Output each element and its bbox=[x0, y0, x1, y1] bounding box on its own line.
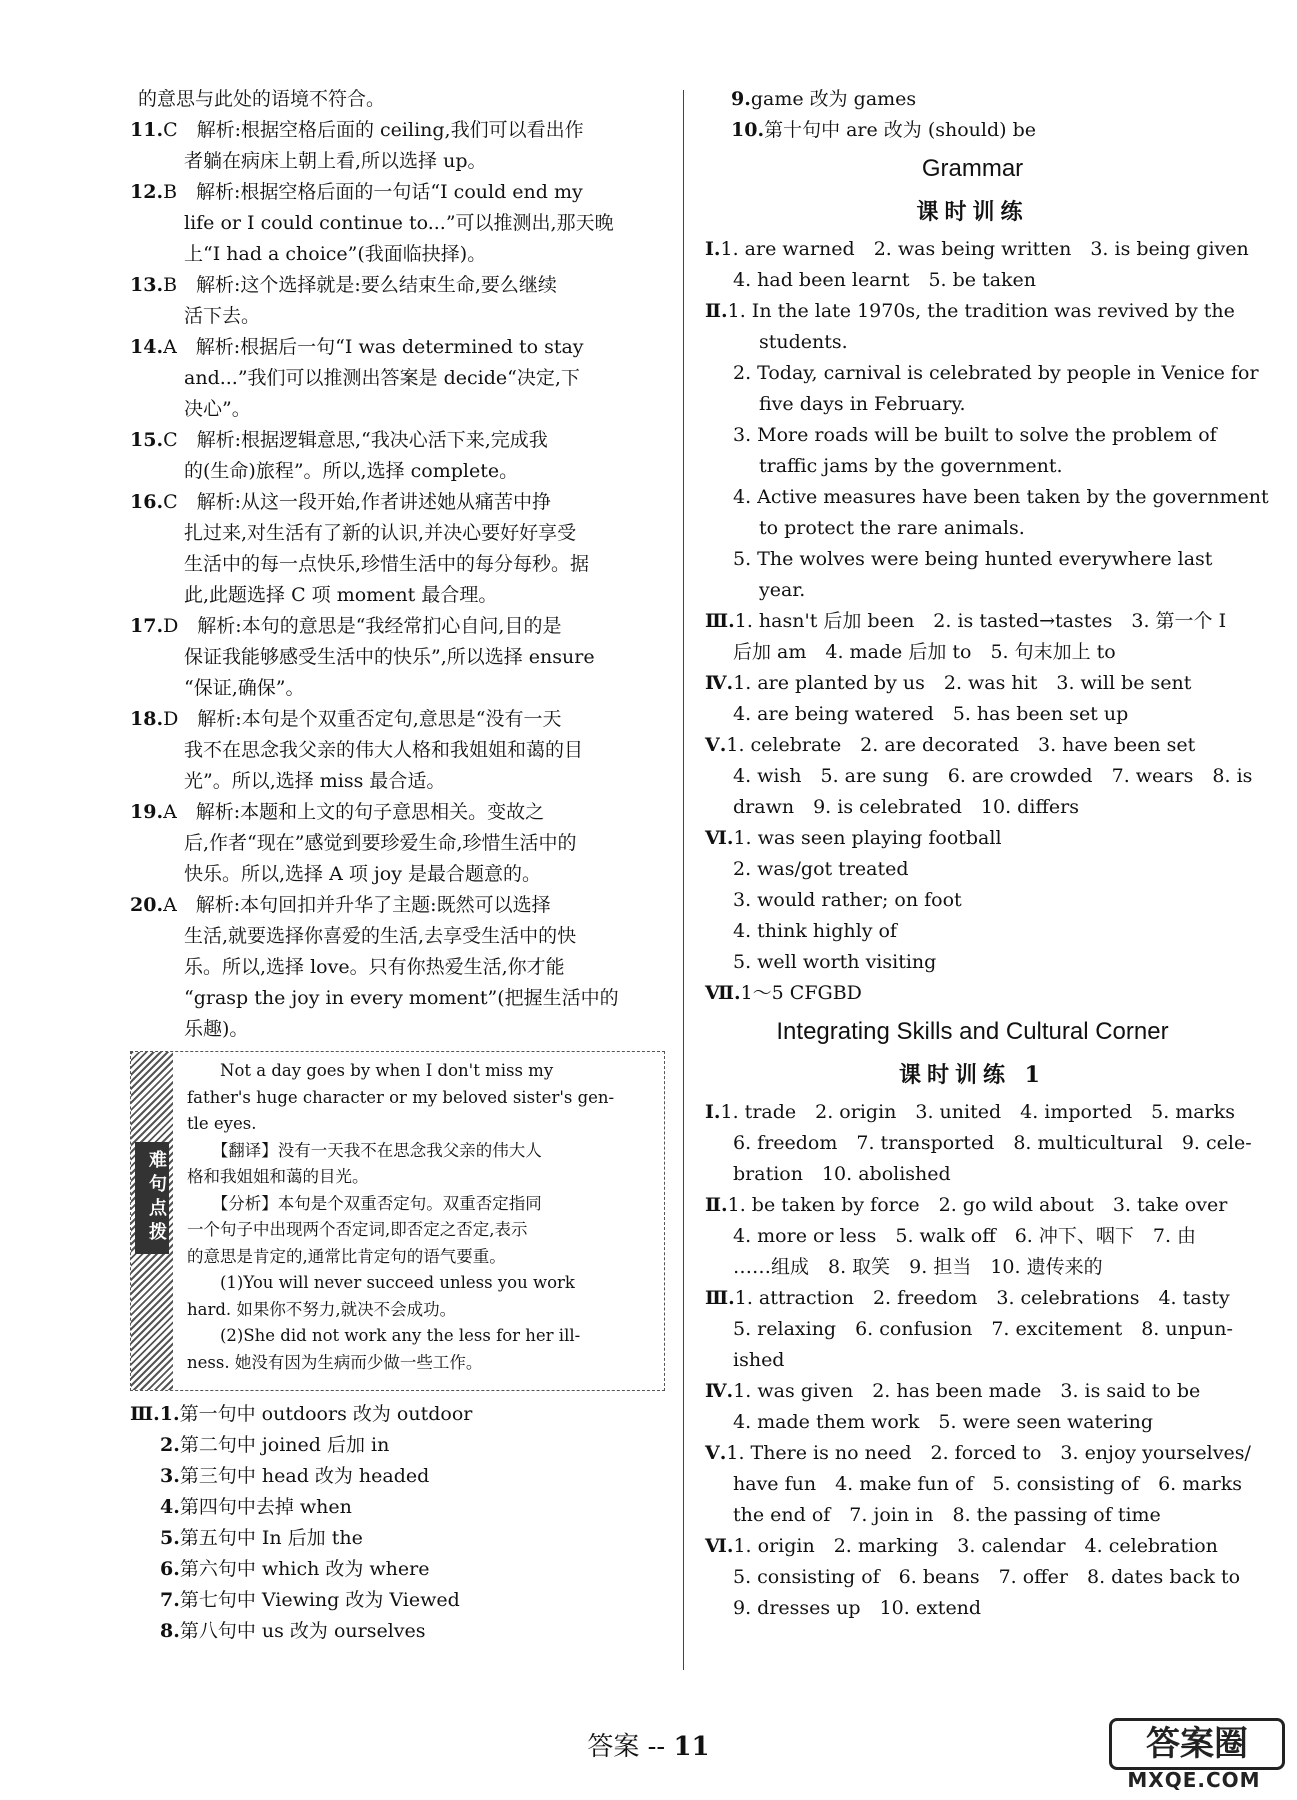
answer-text: 的(生命)旅程”。所以,选择 complete。 bbox=[184, 460, 519, 482]
answer-text: life or I could continue to...”可以推测出,那天晚 bbox=[184, 212, 614, 234]
answer-line bbox=[130, 673, 665, 704]
answer-line bbox=[705, 699, 1240, 730]
correction-line bbox=[130, 1399, 665, 1430]
section-label: Ⅲ. bbox=[130, 1403, 160, 1425]
answer-line bbox=[705, 1190, 1240, 1221]
answer-line bbox=[705, 389, 1240, 420]
tip-line: 【分析】本句是个双重否定句。双重否定指同 bbox=[187, 1193, 542, 1213]
answer-line bbox=[705, 482, 1269, 513]
answer-text: “保证,确保”。 bbox=[184, 677, 305, 699]
answer-text: 5. relaxing 6. confusion 7. excitement 8. unpun- bbox=[733, 1318, 1233, 1340]
answer-number: 18. bbox=[130, 708, 164, 730]
answer-line bbox=[705, 1314, 1240, 1345]
lesson-training-heading: 课时训练 bbox=[916, 199, 1029, 225]
answer-number: 19. bbox=[130, 801, 164, 823]
answer-text: 4. made them work 5. were seen watering bbox=[733, 1411, 1154, 1433]
answer-text: D 解析:本句是个双重否定句,意思是“没有一天 bbox=[163, 708, 562, 730]
answer-text: ished bbox=[733, 1349, 785, 1371]
answer-text: 1. attraction 2. freedom 3. celebrations 4. tasty bbox=[734, 1287, 1230, 1309]
answer-text: 3. would rather; on foot bbox=[733, 889, 962, 911]
column-divider bbox=[683, 90, 684, 1670]
answer-text: 1. be taken by force 2. go wild about 3. take over bbox=[727, 1194, 1228, 1216]
right-column bbox=[705, 84, 1269, 1624]
answer-line bbox=[705, 761, 1253, 792]
roman-label: Ⅵ. bbox=[705, 827, 734, 849]
answer-text: 此,此题选择 C 项 moment 最合理。 bbox=[184, 584, 498, 606]
tip-line: Not a day goes by when I don't miss my bbox=[187, 1061, 554, 1080]
answer-line bbox=[130, 952, 665, 983]
grammar-heading: Grammar bbox=[921, 155, 1024, 182]
footer-label: 答案 bbox=[587, 1732, 640, 1762]
answer-text: 1. trade 2. origin 3. united 4. imported 5. marks bbox=[720, 1101, 1235, 1123]
roman-label: Ⅲ. bbox=[705, 1287, 735, 1309]
answer-text: 生活,就要选择你喜爱的生活,去享受生活中的快 bbox=[184, 925, 577, 947]
answer-list-left bbox=[130, 115, 665, 1045]
footer-separator: -- bbox=[647, 1732, 666, 1762]
answer-line bbox=[705, 978, 1240, 1009]
answer-line bbox=[705, 730, 1240, 761]
roman-label: Ⅲ. bbox=[705, 610, 735, 632]
correction-text: 第三句中 head 改为 headed bbox=[179, 1465, 430, 1487]
answer-text: 乐。所以,选择 love。只有你热爱生活,你才能 bbox=[184, 956, 565, 978]
answer-line bbox=[130, 456, 665, 487]
roman-label: Ⅶ. bbox=[705, 982, 741, 1004]
answer-line bbox=[130, 270, 665, 301]
answer-line bbox=[130, 766, 665, 797]
answer-line bbox=[130, 704, 665, 735]
answer-line bbox=[130, 487, 665, 518]
answer-number: 12. bbox=[130, 181, 164, 203]
answer-text: 1. origin 2. marking 3. calendar 4. celebration bbox=[733, 1535, 1218, 1557]
tip-side-banner bbox=[131, 1052, 173, 1390]
answer-text: year. bbox=[759, 579, 806, 601]
roman-label: Ⅳ. bbox=[705, 672, 734, 694]
correction-line bbox=[130, 1461, 665, 1492]
roman-label: Ⅳ. bbox=[705, 1380, 734, 1402]
answer-line bbox=[705, 1531, 1240, 1562]
answer-text: 1～5 CFGBD bbox=[740, 982, 862, 1004]
correction-number: 7. bbox=[160, 1589, 180, 1611]
answer-text: 1. was seen playing football bbox=[733, 827, 1002, 849]
answer-text: 5. well worth visiting bbox=[733, 951, 937, 973]
answer-text: 后,作者“现在”感觉到要珍爱生命,珍惜生活中的 bbox=[184, 832, 577, 854]
tip-line: (2)She did not work any the less for her ill- bbox=[187, 1326, 581, 1345]
answer-line bbox=[705, 668, 1240, 699]
answer-text: D 解析:本句的意思是“我经常扪心自问,目的是 bbox=[163, 615, 562, 637]
answer-line bbox=[130, 301, 665, 332]
answer-line bbox=[705, 451, 1240, 482]
answer-line bbox=[705, 1128, 1252, 1159]
answer-text: the end of 7. join in 8. the passing of time bbox=[733, 1504, 1161, 1526]
answer-line bbox=[130, 518, 665, 549]
correction-line bbox=[705, 115, 1240, 146]
answer-text: five days in February. bbox=[759, 393, 966, 415]
correction-number: 2. bbox=[160, 1434, 180, 1456]
roman-label: Ⅱ. bbox=[705, 1194, 728, 1216]
correction-text: 第二句中 joined 后加 in bbox=[179, 1434, 390, 1456]
tip-side-label: 难句点拨 bbox=[135, 1142, 169, 1254]
roman-label: Ⅰ. bbox=[705, 238, 721, 260]
correction-number: 6. bbox=[160, 1558, 180, 1580]
answer-text: 4. more or less 5. walk off 6. 冲下、咽下 7. 由 bbox=[733, 1225, 1197, 1247]
tip-line: ness. 她没有因为生病而少做一些工作。 bbox=[187, 1352, 483, 1372]
answer-line bbox=[130, 394, 665, 425]
answer-text: drawn 9. is celebrated 10. differs bbox=[733, 796, 1079, 818]
answer-line bbox=[130, 146, 665, 177]
answer-line bbox=[705, 513, 1240, 544]
page-number: 11 bbox=[673, 1732, 710, 1762]
difficult-sentence-tip-box bbox=[130, 1051, 665, 1391]
answer-line bbox=[705, 1283, 1240, 1314]
answer-number: 14. bbox=[130, 336, 164, 358]
answer-text: 4. are being watered 5. has been set up bbox=[733, 703, 1129, 725]
answer-number: 15. bbox=[130, 429, 164, 451]
answer-number: 11. bbox=[130, 119, 164, 141]
answer-line bbox=[130, 208, 665, 239]
answer-line bbox=[705, 792, 1240, 823]
tip-line: tle eyes. bbox=[187, 1114, 257, 1133]
answer-line bbox=[705, 1221, 1240, 1252]
answer-text: 生活中的每一点快乐,珍惜生活中的每分每秒。据 bbox=[184, 553, 590, 575]
page-footer bbox=[0, 1726, 1297, 1763]
answer-line bbox=[705, 854, 1240, 885]
answer-text: 1. hasn't 后加 been 2. is tasted→tastes 3. 第一个 I bbox=[734, 610, 1227, 632]
correction-number: 10. bbox=[731, 119, 765, 141]
answer-line bbox=[130, 983, 665, 1014]
answer-line bbox=[705, 327, 1240, 358]
answer-line bbox=[130, 1014, 665, 1045]
answer-line bbox=[705, 544, 1240, 575]
answer-text: 4. Active measures have been taken by the government bbox=[733, 486, 1269, 508]
answer-line bbox=[130, 611, 665, 642]
answer-text: 活下去。 bbox=[184, 305, 261, 327]
answer-text: 1. In the late 1970s, the tradition was revived by the bbox=[727, 300, 1235, 322]
left-column bbox=[130, 84, 665, 1647]
lesson-training-1-heading: 课时训练 1 bbox=[899, 1062, 1046, 1088]
answer-text: 者躺在病床上朝上看,所以选择 up。 bbox=[184, 150, 487, 172]
answer-line bbox=[130, 828, 665, 859]
answer-line bbox=[130, 890, 665, 921]
intro-line: 的意思与此处的语境不符合。 bbox=[138, 88, 386, 110]
answer-text: 快乐。所以,选择 A 项 joy 是最合题意的。 bbox=[184, 863, 541, 885]
answer-line bbox=[130, 921, 665, 952]
answer-text: 1. There is no need 2. forced to 3. enjoy yourselves/ bbox=[726, 1442, 1251, 1464]
correction-number: 3. bbox=[160, 1465, 180, 1487]
answer-text: traffic jams by the government. bbox=[759, 455, 1063, 477]
answer-line bbox=[705, 823, 1240, 854]
correction-text: 第一句中 outdoors 改为 outdoor bbox=[179, 1403, 473, 1425]
answer-number: 17. bbox=[130, 615, 164, 637]
answer-text: B 解析:根据空格后面的一句话“I could end my bbox=[163, 181, 583, 203]
answer-line bbox=[705, 1438, 1251, 1469]
answer-line bbox=[705, 916, 1240, 947]
answer-line bbox=[705, 606, 1240, 637]
answer-text: to protect the rare animals. bbox=[759, 517, 1025, 539]
answer-text: and...”我们可以推测出答案是 decide“决定,下 bbox=[184, 367, 580, 389]
answer-text: 保证我能够感受生活中的快乐”,所以选择 ensure bbox=[184, 646, 595, 668]
tip-line: (1)You will never succeed unless you work bbox=[187, 1273, 575, 1292]
answer-text: 后加 am 4. made 后加 to 5. 句末加上 to bbox=[733, 641, 1116, 663]
roman-label: Ⅰ. bbox=[705, 1101, 721, 1123]
answer-text: A 解析:根据后一句“I was determined to stay bbox=[163, 336, 584, 358]
correction-line bbox=[130, 1492, 665, 1523]
answer-line bbox=[705, 420, 1240, 451]
answer-line bbox=[130, 332, 665, 363]
answer-line bbox=[130, 859, 665, 890]
grammar-answers bbox=[705, 234, 1269, 1009]
answer-text: 上“I had a choice”(我面临抉择)。 bbox=[184, 243, 487, 265]
correction-text: 第四句中去掉 when bbox=[179, 1496, 352, 1518]
answer-line bbox=[705, 1252, 1240, 1283]
answer-line bbox=[130, 580, 665, 611]
answer-text: 1. was given 2. has been made 3. is said to be bbox=[733, 1380, 1201, 1402]
answer-line bbox=[705, 1345, 1240, 1376]
tip-content bbox=[187, 1058, 654, 1376]
answer-line bbox=[705, 1562, 1240, 1593]
answer-line bbox=[130, 177, 665, 208]
correction-text: 第十句中 are 改为 (should) be bbox=[764, 119, 1037, 141]
answer-text: 6. freedom 7. transported 8. multicultural 9. cele- bbox=[733, 1132, 1252, 1154]
answer-number: 20. bbox=[130, 894, 164, 916]
correction-text: 第六句中 which 改为 where bbox=[179, 1558, 430, 1580]
answer-number: 16. bbox=[130, 491, 164, 513]
correction-line bbox=[130, 1430, 665, 1461]
answer-line bbox=[705, 1376, 1240, 1407]
answer-text: 乐趣)。 bbox=[184, 1018, 249, 1040]
watermark-url: MXQE.COM bbox=[1127, 1768, 1261, 1792]
answer-text: C 解析:从这一段开始,作者讲述她从痛苦中挣 bbox=[163, 491, 552, 513]
integrating-skills-heading: Integrating Skills and Cultural Corner bbox=[776, 1018, 1169, 1045]
answer-text: 1. are planted by us 2. was hit 3. will be sent bbox=[733, 672, 1192, 694]
answer-line bbox=[130, 549, 665, 580]
answer-text: 9. dresses up 10. extend bbox=[733, 1597, 982, 1619]
answer-line bbox=[705, 575, 1240, 606]
answer-line bbox=[705, 358, 1259, 389]
roman-label: Ⅴ. bbox=[705, 734, 727, 756]
answer-text: 3. More roads will be built to solve the problem of bbox=[733, 424, 1217, 446]
answer-text: 5. consisting of 6. beans 7. offer 8. dates back to bbox=[733, 1566, 1241, 1588]
answer-text: A 解析:本题和上文的句子意思相关。变故之 bbox=[163, 801, 545, 823]
tip-line: father's huge character or my beloved sister's gen- bbox=[187, 1087, 615, 1107]
correction-number: 5. bbox=[160, 1527, 180, 1549]
error-correction-section bbox=[130, 1399, 665, 1647]
answer-text: ……组成 8. 取笑 9. 担当 10. 遗传来的 bbox=[733, 1256, 1103, 1278]
answer-line bbox=[705, 947, 1240, 978]
tip-line: 的意思是肯定的,通常比肯定句的语气要重。 bbox=[187, 1246, 506, 1266]
answer-line bbox=[130, 363, 665, 394]
roman-label: Ⅵ. bbox=[705, 1535, 734, 1557]
answer-text: 2. Today, carnival is celebrated by people in Venice for bbox=[733, 362, 1259, 384]
answer-text: 1. are warned 2. was being written 3. is being given bbox=[720, 238, 1249, 260]
answer-text: 4. had been learnt 5. be taken bbox=[733, 269, 1037, 291]
answer-text: 2. was/got treated bbox=[733, 858, 909, 880]
answer-text: 5. The wolves were being hunted everywhere last bbox=[733, 548, 1213, 570]
answer-text: students. bbox=[759, 331, 848, 353]
correction-line bbox=[705, 84, 1240, 115]
answer-line bbox=[130, 797, 665, 828]
tip-line: 格和我姐姐和蔼的目光。 bbox=[187, 1167, 369, 1186]
answer-line bbox=[705, 1097, 1240, 1128]
answer-line bbox=[705, 1159, 1240, 1190]
correction-line bbox=[130, 1554, 665, 1585]
answer-line bbox=[130, 735, 665, 766]
answer-text: 扎过来,对生活有了新的认识,并决心要好好享受 bbox=[184, 522, 577, 544]
correction-text: 第七句中 Viewing 改为 Viewed bbox=[179, 1589, 460, 1611]
answer-text: have fun 4. make fun of 5. consisting of 6. marks bbox=[733, 1473, 1242, 1495]
correction-line bbox=[130, 1585, 665, 1616]
answer-line bbox=[705, 885, 1240, 916]
watermark-logo bbox=[1109, 1718, 1279, 1790]
answer-line bbox=[705, 637, 1240, 668]
answer-text: B 解析:这个选择就是:要么结束生命,要么继续 bbox=[163, 274, 557, 296]
answer-line bbox=[130, 239, 665, 270]
answer-text: A 解析:本句回扣并升华了主题:既然可以选择 bbox=[163, 894, 551, 916]
correction-number: 4. bbox=[160, 1496, 180, 1518]
answer-text: 我不在思念我父亲的伟大人格和我姐姐和蔼的目 bbox=[184, 739, 584, 761]
watermark-brand: 答案圈 bbox=[1109, 1718, 1285, 1770]
answer-line bbox=[705, 1469, 1240, 1500]
roman-label: Ⅱ. bbox=[705, 300, 728, 322]
answer-line bbox=[130, 115, 665, 146]
tip-line: hard. 如果你不努力,就决不会成功。 bbox=[187, 1299, 457, 1319]
answer-line bbox=[130, 425, 665, 456]
answer-text: 1. celebrate 2. are decorated 3. have been set bbox=[726, 734, 1196, 756]
roman-label: Ⅴ. bbox=[705, 1442, 727, 1464]
answer-line bbox=[705, 1407, 1240, 1438]
tip-line: 一个句子中出现两个否定词,即否定之否定,表示 bbox=[187, 1220, 528, 1239]
answer-text: “grasp the joy in every moment”(把握生活中的 bbox=[184, 987, 619, 1009]
answer-line bbox=[705, 296, 1240, 327]
correction-text: game 改为 games bbox=[750, 88, 917, 110]
answer-text: 4. think highly of bbox=[733, 920, 897, 942]
correction-text: 第八句中 us 改为 ourselves bbox=[179, 1620, 426, 1642]
answer-line bbox=[705, 1593, 1240, 1624]
answer-line bbox=[705, 234, 1249, 265]
answer-text: C 解析:根据逻辑意思,“我决心活下来,完成我 bbox=[163, 429, 548, 451]
answer-text: 光”。所以,选择 miss 最合适。 bbox=[184, 770, 446, 792]
correction-line bbox=[130, 1523, 665, 1554]
correction-line bbox=[130, 1616, 665, 1647]
correction-number: 8. bbox=[160, 1620, 180, 1642]
answer-text: 决心”。 bbox=[184, 398, 251, 420]
correction-number: 1. bbox=[159, 1403, 180, 1425]
error-correction-continued bbox=[705, 84, 1240, 146]
answer-text: 4. wish 5. are sung 6. are crowded 7. wears 8. is bbox=[733, 765, 1253, 787]
correction-text: 第五句中 In 后加 the bbox=[179, 1527, 363, 1549]
answer-line bbox=[130, 642, 665, 673]
answer-text: C 解析:根据空格后面的 ceiling,我们可以看出作 bbox=[163, 119, 584, 141]
correction-number: 9. bbox=[731, 88, 751, 110]
answer-text: bration 10. abolished bbox=[733, 1163, 951, 1185]
integrating-skills-answers bbox=[705, 1097, 1252, 1624]
answer-line bbox=[705, 1500, 1240, 1531]
answer-number: 13. bbox=[130, 274, 164, 296]
answer-line bbox=[705, 265, 1240, 296]
tip-line: 【翻译】没有一天我不在思念我父亲的伟大人 bbox=[187, 1140, 542, 1160]
